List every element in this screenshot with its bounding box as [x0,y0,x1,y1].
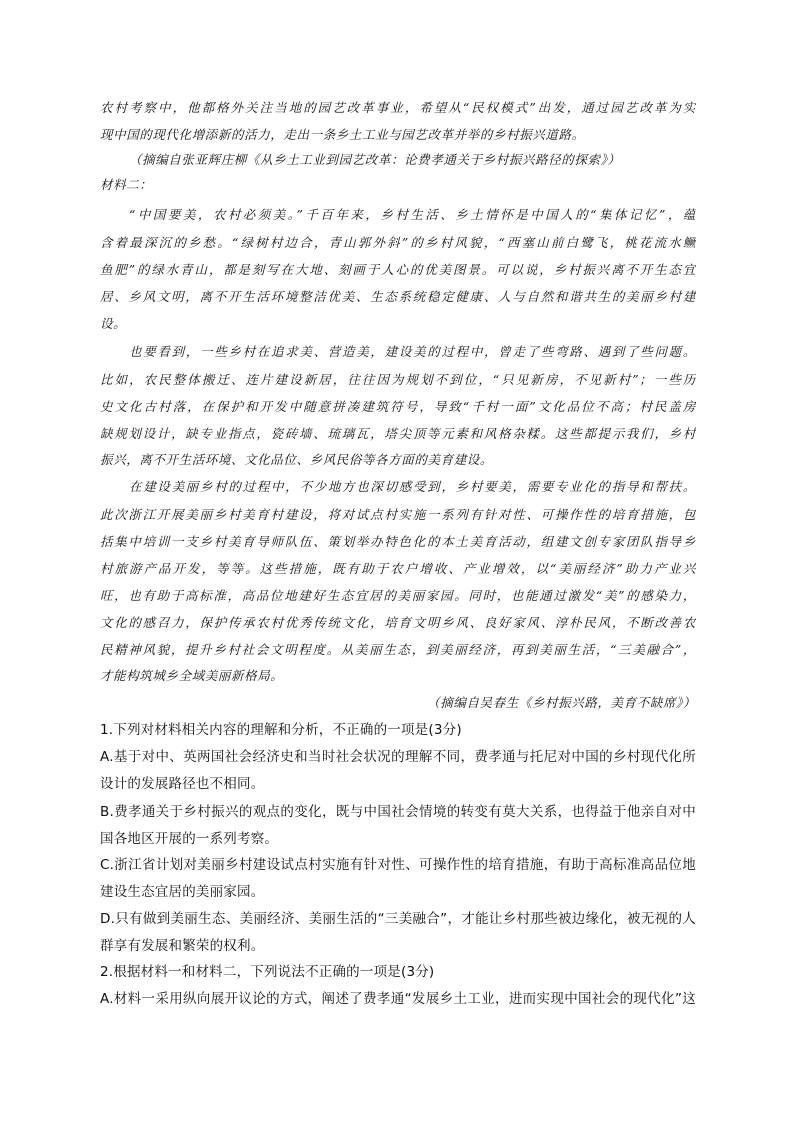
m2-p1-line-3: 鱼肥”的绿水青山，都是刻写在大地、刻画于人心的优美图景。可以说，乡村振兴离不开生态宜 [100,262,696,277]
m1-line-1: 农村考察中，他都格外关注当地的园艺改革事业，希望从“民权模式”出发，通过园艺改革为实 [100,100,696,115]
q1-option-c-line-2: 建设生态宜居的美丽家园。 [100,884,265,900]
m2-p2-line-2: 比如，农民整体搬迁、连片建设新居，往往因为规划不到位，“只见新房，不见新村”；一些历 [100,372,696,387]
q1-option-b-line-2: 国各地区开展的一系列考察。 [100,831,279,847]
m2-p1-line-4: 居、乡风文明，离不开生活环境整洁优美、生态系统稳定健康、人与自然和谐共生的美丽乡村建 [100,289,696,304]
q1-option-c-line-1: C.浙江省计划对美丽乡村建设试点村实施有针对性、可操作性的培育措施，有助于高标准高品位地 [100,857,696,873]
m1-line-2: 现中国的现代化增添新的活力，走出一条乡土工业与园艺改革并举的乡村振兴道路。 [100,127,585,142]
m2-p3-line-6: 文化的感召力，保护传承农村优秀传统文化，培育文明乡风、良好家风、淳朴民风，不断改善农 [100,615,696,630]
q1-option-d-line-2: 群享有发展和繁荣的权利。 [100,938,265,954]
m2-p1-line-2: 含着最深沉的乡愁。“绿树村边合，青山郭外斜”的乡村风貌，“西塞山前白鹭飞，桃花流水鳜 [100,235,696,250]
m2-p1-line-1: “中国要美，农村必须美。”千百年来，乡村生活、乡土情怀是中国人的“集体记忆”，蕴 [129,207,696,222]
m2-p3-line-4: 村旅游产品开发，等等。这些措施，既有助于农户增收、产业增效，以“美丽经济”助力产业兴 [100,561,696,576]
q2-stem: 2.根据材料一和材料二，下列说法不正确的一项是(3分) [100,964,435,980]
m2-heading: 材料二： [100,177,153,192]
q1-stem: 1.下列对材料相关内容的理解和分析，不正确的一项是(3分) [100,722,462,738]
q1-option-a-line-2: 设计的发展路径也不相同。 [100,776,265,792]
m2-p3-line-3: 括集中培训一支乡村美育导师队伍、策划举办特色化的本土美育活动，组建文创专家团队指导乡 [100,534,696,549]
m2-p2-line-3: 史文化古村落，在保护和开发中随意拼凑建筑符号，导致“千村一面”文化品位不高；村民盖房 [100,399,696,414]
m2-p1-line-5: 设。 [100,316,127,331]
m2-p3-line-7: 民精神风貌，提升乡村社会文明程度。从美丽生态，到美丽经济，再到美丽生活，“三美融合”， [100,642,696,657]
m2-p2-line-5: 振兴，离不开生活环境、文化品位、乡风民俗等各方面的美育建设。 [100,452,494,467]
m2-p3-line-2: 此次浙江开展美丽乡村美育村建设，将对试点村实施一系列有针对性、可操作性的培育措施，包 [100,507,696,522]
m2-p2-line-1: 也要看到，一些乡村在追求美、营造美，建设美的过程中，曾走了些弯路、遇到了些问题。 [129,344,696,359]
m2-p3-line-5: 旺，也有助于高标准，高品位地建好生态宜居的美丽家园。同时，也能通过激发“美”的感染力， [100,588,696,603]
m2-source: （摘编自吴春生《乡村振兴路，美育不缺席》） [427,695,696,710]
q1-option-a-line-1: A.基于对中、英两国社会经济史和当时社会状况的理解不同，费孝通与托尼对中国的乡村现代化所 [100,749,696,765]
q1-option-b-line-1: B.费孝通关于乡村振兴的观点的变化，既与中国社会情境的转变有莫大关系，也得益于他亲自对中 [100,804,696,820]
q1-option-d-line-1: D.只有做到美丽生态、美丽经济、美丽生活的“三美融合”，才能让乡村那些被边缘化，被无视的人 [100,911,696,927]
m1-source: （摘编自张亚辉庄柳《从乡土工业到园艺改革：论费孝通关于乡村振兴路径的探索》） [129,152,621,167]
m2-p3-line-8: 才能构筑城乡全域美丽新格局。 [100,668,284,683]
q2-option-a-line-1: A.材料一采用纵向展开议论的方式，阐述了费孝通“发展乡土工业，进而实现中国社会的现代化”这 [100,991,696,1007]
m2-p3-line-1: 在建设美丽乡村的过程中，不少地方也深切感受到，乡村要美，需要专业化的指导和帮扶。 [129,479,696,494]
m2-p2-line-4: 缺规划设计，缺专业指点，瓷砖墙、琉璃瓦，塔尖顶等元素和风格杂糅。这些都提示我们，乡村 [100,426,696,441]
